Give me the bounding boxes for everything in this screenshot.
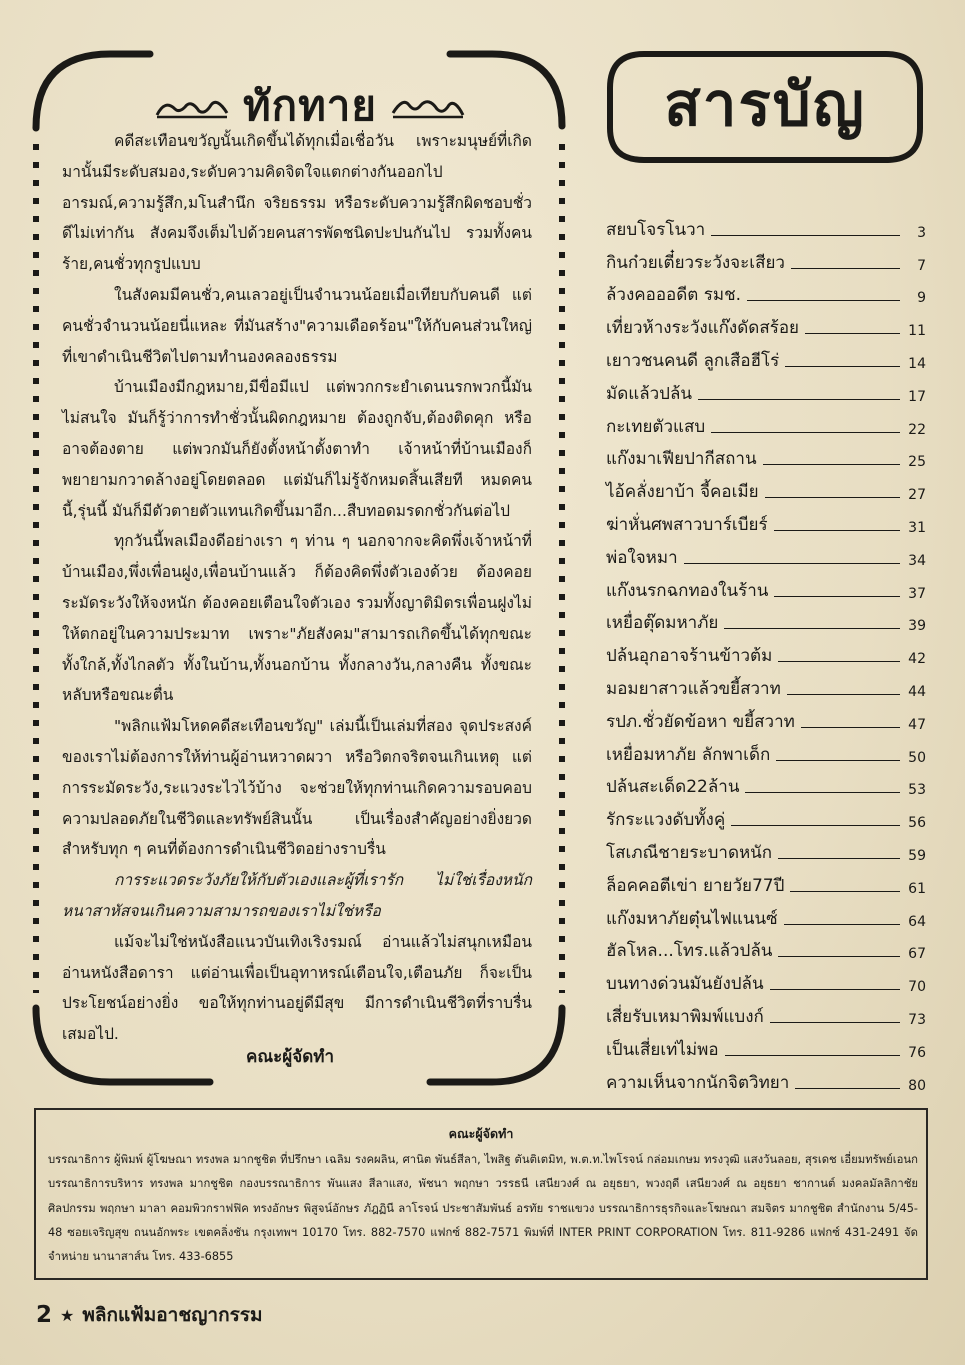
toc-leader-line bbox=[774, 530, 900, 531]
toc-entry[interactable] bbox=[606, 833, 926, 866]
toc-entry-title: เสี่ยรับเหมาพิมพ์แบงก์ bbox=[606, 1006, 764, 1027]
toc-entry-page: 42 bbox=[908, 651, 926, 668]
toc-entry-page: 76 bbox=[908, 1044, 926, 1061]
staff-credits-text: บรรณาธิการ ผู้พิมพ์ ผู้โฆษณา ทรงพล มากชูชิต ที่ปรึกษา เฉลิม รงคผลิน, ศานิต พันธ์สีลา, ไพสิฐ ตันติเตมิท, พ.ต.ท.ไพโรจน์ กล่อมเกษม ทรงวุฒิ แสงวันลอย, สุรเดช เอี่ยมทรัพย์เอนก บรรณาธิการบริหาร ทรงพล มากชูชิต กองบรรณาธิการ พันแสง สีลาแสง, พัชนา พฤกษา วรรธนี เสนียวงศ์ ณ อยุธยา, พวงฤดี เสนียวงศ์ ณ อยุธยา ชากานต์ มงคลมัลลิกาชัย ศิลปกรรม พฤกษา มาลา คอมพิวกราฟฟิค ทรงอักษร พิสูจน์อักษร ภัฎฏินี ลาโรจน์ ประชาสัมพันธ์ อรทัย ราชแขวง บรรณาธิการธุรกิจและโฆษณา สมจิตร มากชูชิต สำนักงาน 5/45-48 ซอยเจริญสุข ถนนอักพระ เขตคลิ่งชัน กรุงเทพฯ 10170 โทร. 882-7570 แฟกซ์ 882-7571 พิมพ์ที่ INTER PRINT CORPORATION โทร. 811-9286 แฟกซ์ 431-2491 จัดจำหน่าย นานาสาส์น โทร. 433-6855 bbox=[48, 1153, 918, 1264]
toc-entry-page: 59 bbox=[908, 847, 926, 864]
toc-entry[interactable] bbox=[606, 571, 926, 604]
toc-entry-page: 11 bbox=[908, 323, 926, 340]
greeting-paragraph: ในสังคมมีคนชั่ว,คนเลวอยู่เป็นจำนวนน้อยเมื่อเทียบกับคนดี แต่คนชั่วจำนวนน้อยนี่แหละ ที่มันสร้าง"ความเดือดร้อน"ให้กับคนส่วนใหญ่ที่เขาดำเนินชีวิตไปตามทำนองคลองธรรม bbox=[62, 285, 532, 366]
toc-leader-line bbox=[785, 366, 900, 367]
toc-entry-title: ไอ้คลั่งยาบ้า จี้คอเมีย bbox=[606, 482, 759, 503]
toc-leader-line bbox=[790, 891, 900, 892]
toc-entry-page: 53 bbox=[908, 782, 926, 799]
toc-entry[interactable] bbox=[606, 1063, 926, 1096]
toc-entry-page: 34 bbox=[908, 552, 926, 569]
toc-entry-page: 3 bbox=[917, 224, 926, 241]
toc-entry-title: เที่ยวห้างระวังแก๊งดัดสร้อย bbox=[606, 318, 799, 339]
greeting-paragraph: "พลิกแฟ้มโหดคดีสะเทือนขวัญ" เล่มนี้เป็นเล่มที่สอง จุดประสงค์ของเราไม่ต้องการให้ท่านผู้อ่านหวาดผวา หรือวิตกจริตจนเกินเหตุ แต่การระมัดระวัง,ระแวงระไวไว้บ้าง จะช่วยให้ทุกท่านเกิดความรอบคอบ ความปลอดภัยในชีวิตและทรัพย์สินนั้น เป็นเรื่องสำคัญอย่างยิ่งยวด สำหรับทุก ๆ คนที่ต้องการดำเนินชีวิตอย่างราบรื่น bbox=[62, 717, 532, 859]
toc-leader-line bbox=[791, 268, 900, 269]
toc-leader-line bbox=[711, 235, 900, 236]
toc-entry-title: ฮัลโหล...โทร.แล้วปล้น bbox=[606, 941, 773, 962]
ornament-icon bbox=[391, 93, 465, 119]
toc-leader-line bbox=[778, 858, 900, 859]
toc-leader-line bbox=[770, 1022, 900, 1023]
toc-entry-title: ปล้นสะเด็ด22ล้าน bbox=[606, 777, 740, 798]
toc-entry-title: รปภ.ชั่วยัดข้อหา ขยี้สวาท bbox=[606, 711, 795, 732]
greeting-paragraph: ทุกวันนี้พลเมืองดีอย่างเรา ๆ ท่าน ๆ นอกจากจะคิดพึ่งเจ้าหน้าที่บ้านเมือง,พึ่งเพื่อนฝูง,เพื่อนบ้านแล้ว ก็ต้องคิดพึ่งตัวเองด้วย ต้องคอยระมัดระวังให้จงหนัก ต้องคอยเตือนใจตัวเอง รวมทั้งญาติมิตรเพื่อนฝูงไม่ให้ตกอยู่ในความประมาท เพราะ"ภัยสังคม"สามารถเกิดขึ้นได้ทุกขณะ ทั้งใกล้,ทั้งไกลตัว ทั้งในบ้าน,ทั้งนอกบ้าน ทั้งกลางวัน,กลางคืน ทั้งขณะหลับหรือขณะตื่น bbox=[62, 532, 532, 705]
toc-leader-line bbox=[805, 333, 900, 334]
toc-entry-page: 80 bbox=[908, 1077, 926, 1094]
greeting-paragraph: การระแวดระวังภัยให้กับตัวเองและผู้ที่เรารัก ไม่ใช่เรื่องหนักหนาสาหัสจนเกินความสามารถของเราไม่ใช่หรือ bbox=[62, 871, 532, 920]
toc-leader-line bbox=[745, 792, 900, 793]
toc-leader-line bbox=[795, 1088, 900, 1089]
toc-entry-page: 56 bbox=[908, 815, 926, 832]
toc-entry[interactable] bbox=[606, 276, 926, 309]
toc-leader-line bbox=[787, 694, 900, 695]
toc-entry-title: สยบโจรโนวา bbox=[606, 219, 706, 240]
toc-entry[interactable] bbox=[606, 964, 926, 997]
toc-entry-page: 22 bbox=[908, 421, 926, 438]
toc-leader-line bbox=[776, 760, 900, 761]
toc-entry-page: 31 bbox=[908, 519, 926, 536]
toc-leader-line bbox=[774, 596, 900, 597]
page-footer bbox=[36, 1300, 263, 1330]
toc-entry-page: 39 bbox=[908, 618, 926, 635]
toc-leader-line bbox=[684, 563, 900, 564]
toc-entry[interactable] bbox=[606, 636, 926, 669]
toc-leader-line bbox=[698, 399, 900, 400]
toc-entry-page: 61 bbox=[908, 880, 926, 897]
toc-entry-page: 37 bbox=[908, 585, 926, 602]
toc-title: สารบัญ bbox=[664, 69, 866, 140]
greeting-paragraph: แม้จะไม่ใช่หนังสือแนวบันเทิงเริงรมณ์ อ่านแล้วไม่สนุกเหมือนอ่านหนังสือดารา แต่อ่านเพื่อเป็นอุทาหรณ์เตือนใจ,เตือนภัย ก็จะเป็นประโยชน์อย่างยิ่ง ขอให้ทุกท่านอยู่ดีมีสุข มีการดำเนินชีวิตที่ราบรื่นเสมอไป. bbox=[62, 932, 532, 1044]
toc-entry-title: ล็อคคอตีเข่า ยายวัย77ปี bbox=[606, 875, 785, 896]
toc-entry[interactable] bbox=[606, 440, 926, 473]
toc-entry-title: เหยื่อตุ๊ดมหาภัย bbox=[606, 613, 719, 634]
greeting-paragraph: บ้านเมืองมีกฎหมาย,มีขื่อมีแป แต่พวกกระยำเดนนรกพวกนี้มันไม่สนใจ มันก็รู้ว่าการทำชั่วนั้นผิดกฎหมาย ต้องถูกจับ,ต้องติดคุก หรืออาจต้องตาย แต่พวกมันก็ยังตั้งหน้าตั้งตาทำ เจ้าหน้าที่บ้านเมืองก็พยายามกวาดล้างอยู่โดยตลอด แต่มันก็ไม่รู้จักหมดสิ้นเสียที หมดคนนี้,รุ่นนี้ มันก็มีตัวตายตัวแทนเกิดขึ้นมาอีก...สืบทอดมรดกชั่วกันต่อไป bbox=[62, 378, 532, 520]
toc-entry-title: ฆ่าหั่นศพสาวบาร์เบียร์ bbox=[606, 514, 768, 535]
toc-entry[interactable] bbox=[606, 341, 926, 374]
toc-entry-title: บนทางด่วนมันยังปล้น bbox=[606, 974, 764, 995]
toc-leader-line bbox=[763, 464, 900, 465]
toc-entry[interactable] bbox=[606, 210, 926, 243]
toc-entry-page: 25 bbox=[908, 454, 926, 471]
toc-entry-title: เยาวชนคนดี ลูกเสือฮีโร่ bbox=[606, 350, 780, 371]
toc-entry[interactable] bbox=[606, 768, 926, 801]
toc-entry-page: 64 bbox=[908, 913, 926, 930]
toc-entry-title: ล้วงคอออดีต รมช. bbox=[606, 285, 742, 306]
greeting-paragraph: คดีสะเทือนขวัญนั้นเกิดขึ้นได้ทุกเมื่อเชื่อวัน เพราะมนุษย์ที่เกิดมานั้นมีระดับสมอง,ระดับความคิดจิตใจแตกต่างกันออกไป อารมณ์,ความรู้สึก,มโนสำนึก จริยธรรม หรือระดับความรู้สึกผิดชอบชั่วดีไม่เท่ากัน สังคมจึงเต็มไปด้วยคนสารพัดชนิดปะปนกันไป รวมทั้งคนร้าย,คนชั่วทุกรูปแบบ bbox=[62, 132, 532, 274]
greeting-body bbox=[62, 126, 532, 1044]
toc-entry-page: 47 bbox=[908, 716, 926, 733]
toc-entry[interactable] bbox=[606, 1030, 926, 1063]
toc-entry[interactable] bbox=[606, 702, 926, 735]
star-icon: ★ bbox=[60, 1305, 75, 1325]
toc-entry-page: 9 bbox=[917, 290, 926, 307]
ornament-icon bbox=[155, 93, 229, 119]
toc-entry[interactable] bbox=[606, 866, 926, 899]
toc-entry-page: 44 bbox=[908, 683, 926, 700]
toc-entry-page: 50 bbox=[908, 749, 926, 766]
toc-entry[interactable] bbox=[606, 407, 926, 440]
staff-credits-box bbox=[34, 1108, 928, 1280]
toc-entry-title: ความเห็นจากนักจิตวิทยา bbox=[606, 1072, 790, 1093]
toc-entry[interactable] bbox=[606, 472, 926, 505]
toc-entry-title: มอมยาสาวแล้วขยี้สวาท bbox=[606, 678, 781, 699]
toc-entry-title: แก๊งมาเฟียปากีสถาน bbox=[606, 449, 757, 470]
toc-entry[interactable] bbox=[606, 669, 926, 702]
greeting-heading: ทักทาย bbox=[243, 81, 377, 130]
toc-entry-title: แก๊งนรกฉกทองในร้าน bbox=[606, 580, 769, 601]
toc-entry-page: 7 bbox=[917, 257, 926, 274]
page-number: 2 bbox=[36, 1302, 53, 1328]
toc-entry-page: 14 bbox=[908, 355, 926, 372]
toc-leader-line bbox=[765, 497, 900, 498]
toc-entry-title: พ่อใจหมา bbox=[606, 547, 678, 568]
table-of-contents bbox=[606, 210, 926, 1096]
staff-heading: คณะผู้จัดทำ bbox=[448, 1126, 514, 1141]
toc-entry[interactable] bbox=[606, 374, 926, 407]
toc-entry[interactable] bbox=[606, 308, 926, 341]
toc-entry[interactable] bbox=[606, 997, 926, 1030]
toc-leader-line bbox=[778, 661, 900, 662]
toc-entry[interactable] bbox=[606, 505, 926, 538]
toc-entry-page: 73 bbox=[908, 1011, 926, 1028]
toc-entry-page: 70 bbox=[908, 979, 926, 996]
toc-leader-line bbox=[778, 956, 900, 957]
toc-entry[interactable] bbox=[606, 800, 926, 833]
toc-entry-page: 17 bbox=[908, 388, 926, 405]
toc-leader-line bbox=[770, 989, 900, 990]
toc-entry-title: กินก๋วยเตี๋ยวระวังจะเสียว bbox=[606, 252, 785, 273]
toc-leader-line bbox=[731, 825, 900, 826]
greeting-signature: คณะผู้จัดทำ bbox=[246, 1047, 334, 1067]
toc-leader-line bbox=[784, 924, 900, 925]
toc-entry-title: โสเภณีชายระบาดหนัก bbox=[606, 842, 773, 863]
magazine-name: พลิกแฟ้มอาชญากรรม bbox=[82, 1304, 263, 1326]
toc-entry[interactable] bbox=[606, 735, 926, 768]
toc-entry[interactable] bbox=[606, 243, 926, 276]
toc-entry[interactable] bbox=[606, 604, 926, 637]
toc-entry-title: แก๊งมหาภัยตุ๋นไฟแนนซ์ bbox=[606, 908, 778, 929]
toc-entry-title: กะเทยตัวแสบ bbox=[606, 416, 706, 437]
toc-entry[interactable] bbox=[606, 538, 926, 571]
toc-entry-title: ปล้นอุกอาจร้านข้าวต้ม bbox=[606, 646, 773, 667]
toc-entry-title: รักระแวงดับทั้งคู่ bbox=[606, 810, 726, 831]
toc-leader-line bbox=[747, 300, 900, 301]
toc-leader-line bbox=[724, 628, 900, 629]
toc-entry-title: มัดแล้วปล้น bbox=[606, 383, 692, 404]
toc-leader-line bbox=[801, 727, 900, 728]
toc-entry-page: 67 bbox=[908, 946, 926, 963]
toc-entry-title: เป็นเสี่ยเท่ไม่พอ bbox=[606, 1039, 719, 1060]
toc-entry-title: เหยื่อมหาภัย ลักพาเด็ก bbox=[606, 744, 771, 765]
toc-entry-page: 27 bbox=[908, 487, 926, 504]
toc-leader-line bbox=[711, 432, 900, 433]
toc-entry[interactable] bbox=[606, 932, 926, 965]
toc-leader-line bbox=[725, 1055, 900, 1056]
toc-entry[interactable] bbox=[606, 899, 926, 932]
